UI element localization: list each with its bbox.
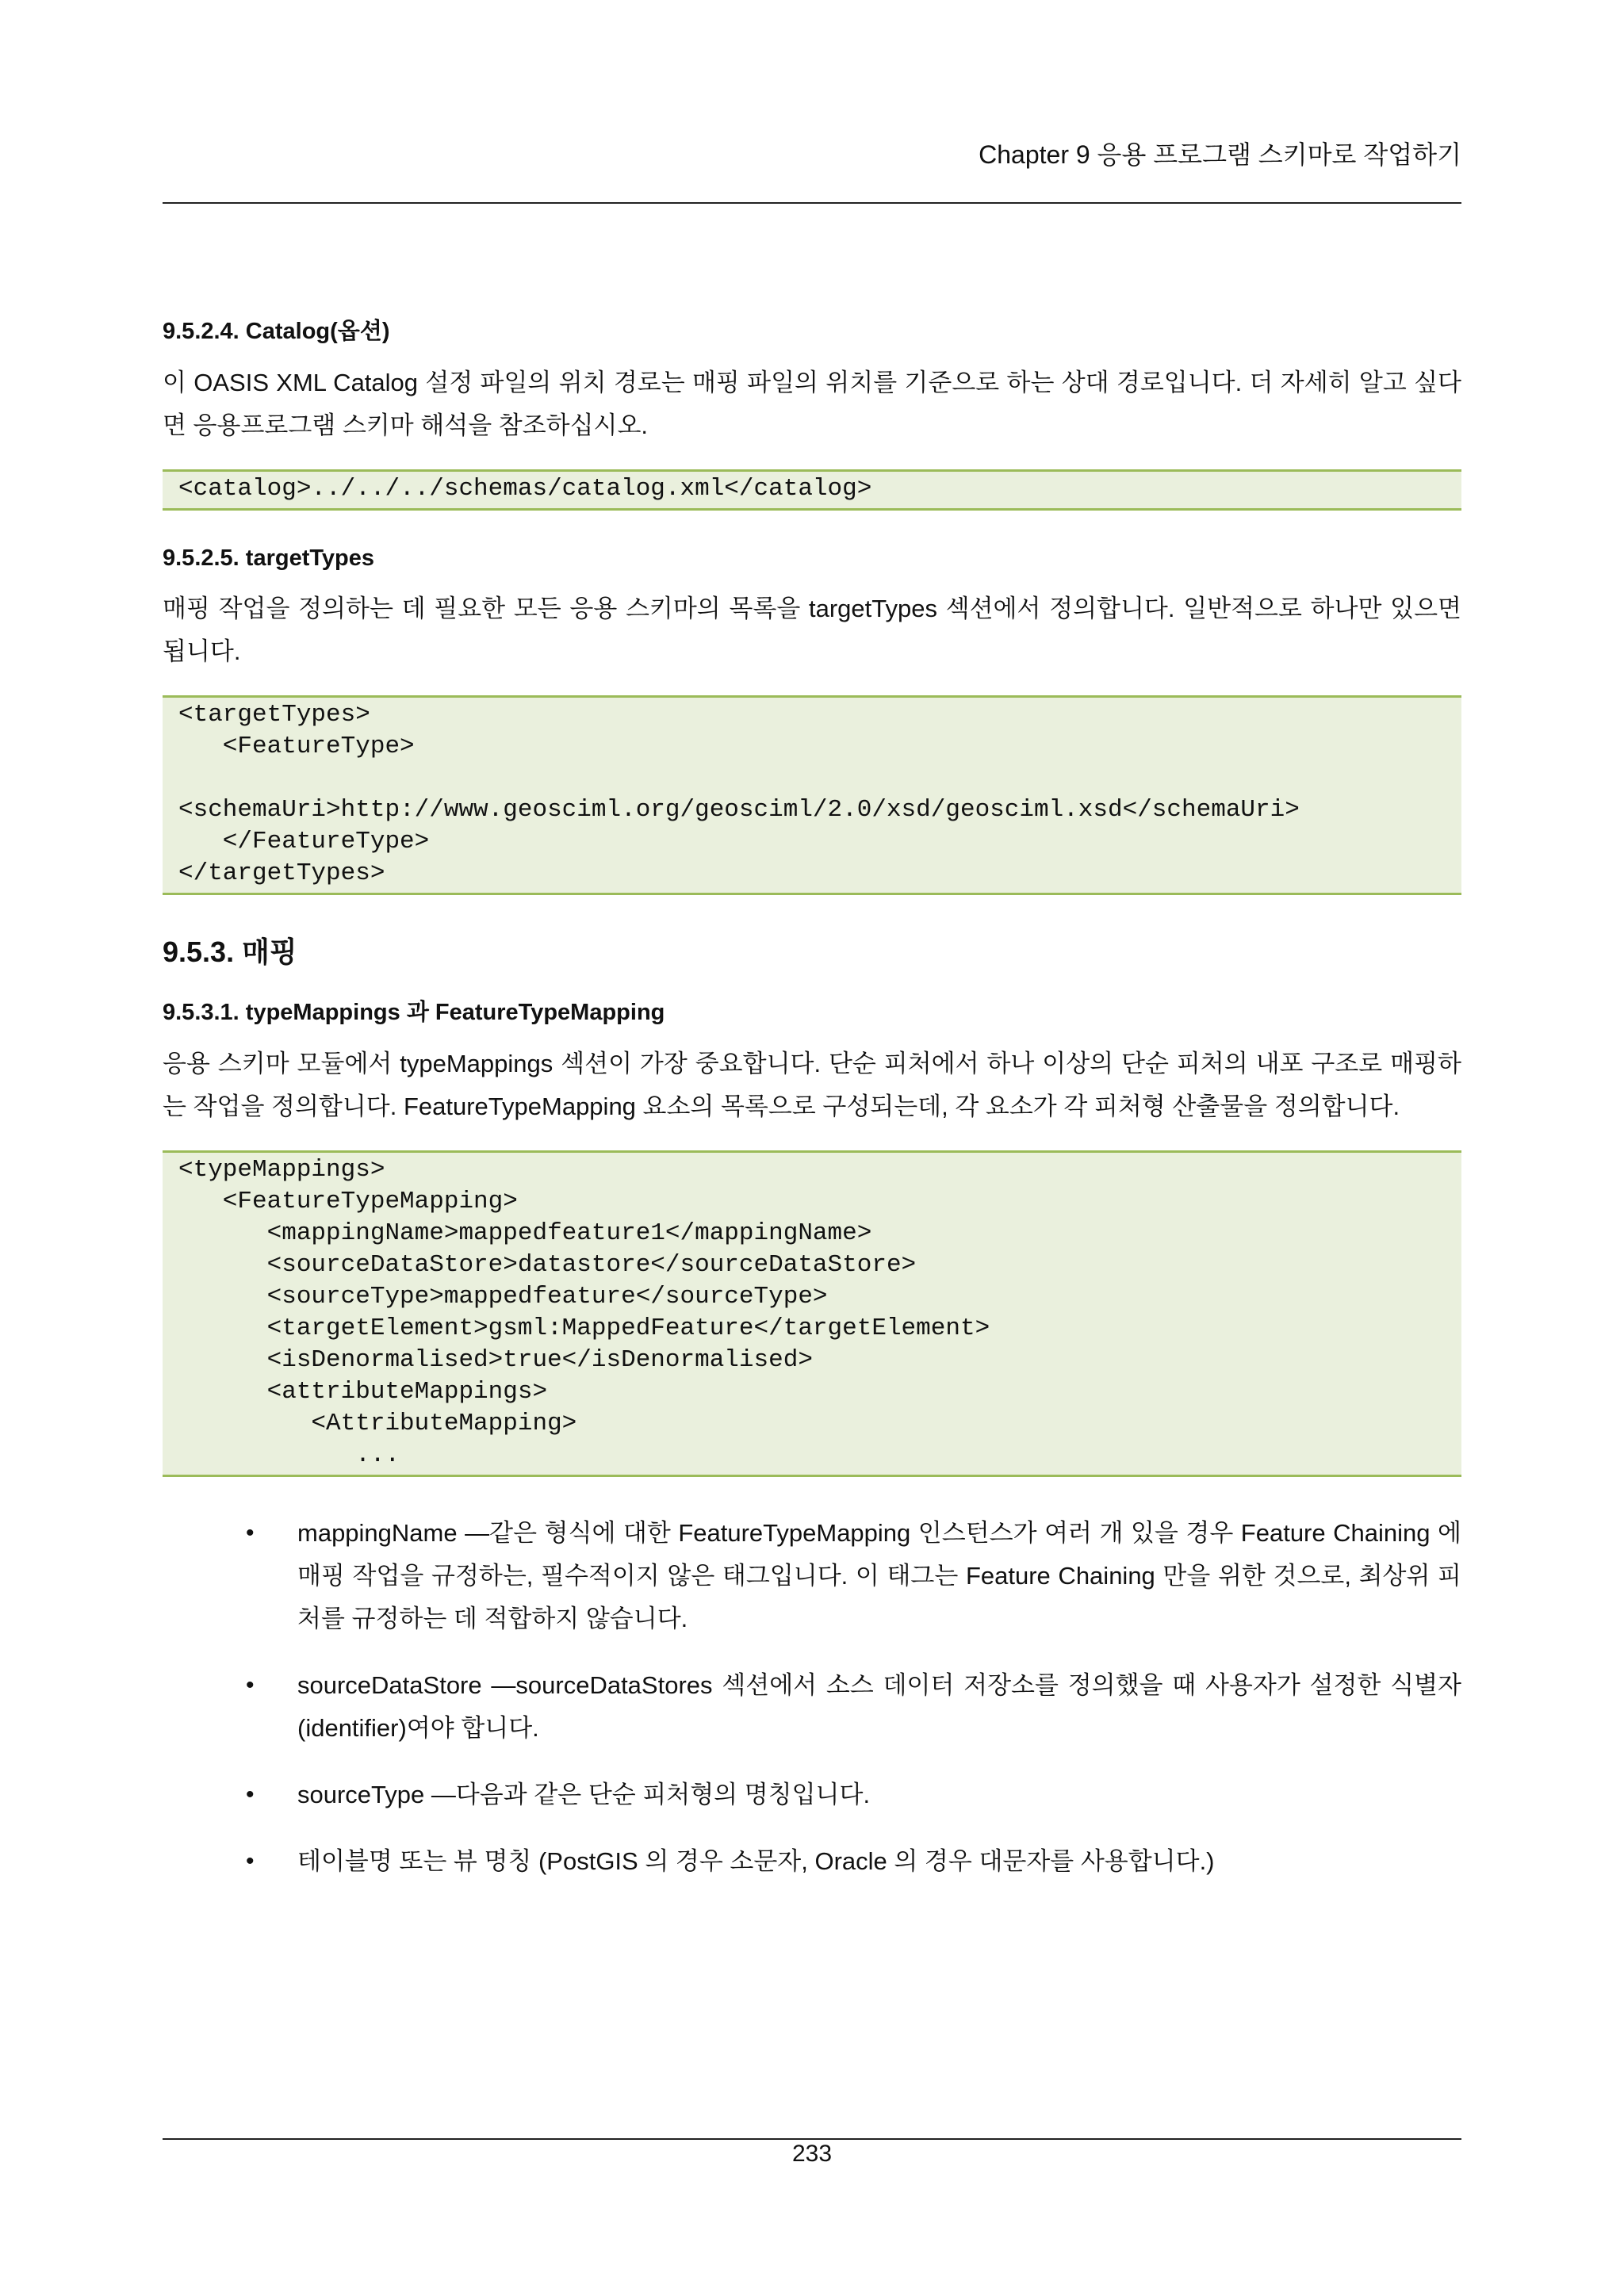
bullet-text: sourceDataStore —sourceDataStores 섹션에서 소스 데이터 저장소를 정의했을 때 사용자가 설정한 식별자(identifier)여야 합니다.: [297, 1671, 1461, 1742]
page-header: [163, 119, 1461, 204]
paragraph-targettypes: 매핑 작업을 정의하는 데 필요한 모든 응용 스키마의 목록을 targetTypes 섹션에서 정의합니다. 일반적으로 하나만 있으면 됩니다.: [163, 595, 1461, 665]
section-heading-targettypes: 9.5.2.5. targetTypes: [163, 545, 375, 571]
bullet-item-sourcedatastore: [163, 1664, 1461, 1750]
code-block-typemappings: <typeMappings> <FeatureTypeMapping> <mappingName>mappedfeature1</mappingName> <sourceDataStore>datastore</sourceDataStore> <sourceType>mappedfeature</sourceType> <targetElement>gsml:MappedFeature</targetElement> <isDenormalised>true</isDenormalised> <attributeMappings> <AttributeMapping> ...: [163, 1150, 1461, 1477]
bullet-dot: •: [246, 1520, 255, 1546]
paragraph-typemappings: 응용 스키마 모듈에서 typeMappings 섹션이 가장 중요합니다. 단순 피처에서 하나 이상의 단순 피처의 내포 구조로 매핑하는 작업을 정의합니다. FeatureTypeMapping 요소의 목록으로 구성되는데, 각 요소가 각 피처형 산출물을 정의합니다.: [163, 1050, 1461, 1120]
bullet-dot: •: [246, 1848, 255, 1874]
code-block-catalog: <catalog>../../../schemas/catalog.xml</catalog>: [163, 469, 1461, 511]
bullet-item-mappingname: [163, 1512, 1461, 1640]
bullet-item-table-name: [163, 1840, 1461, 1883]
bullet-text: 테이블명 또는 뷰 명칭 (PostGIS 의 경우 소문자, Oracle 의 경우 대문자를 사용합니다.): [297, 1847, 1215, 1875]
section-heading-typemappings: 9.5.3.1. typeMappings 과 FeatureTypeMapping: [163, 1000, 665, 1025]
chapter-title: Chapter 9 응용 프로그램 스키마로 작업하기: [979, 140, 1461, 169]
bullet-dot: •: [246, 1672, 255, 1698]
bullet-item-sourcetype: [163, 1774, 1461, 1816]
paragraph-catalog: 이 OASIS XML Catalog 설정 파일의 위치 경로는 매핑 파일의 위치를 기준으로 하는 상대 경로입니다. 더 자세히 알고 싶다면 응용프로그램 스키마 해석을 참조하십시오.: [163, 369, 1461, 439]
page-content: [163, 313, 1461, 1907]
bullet-dot: •: [246, 1781, 255, 1808]
footer-divider: [163, 2138, 1461, 2140]
bullet-text: sourceType —다음과 같은 단순 피처형의 명칭입니다.: [297, 1781, 871, 1808]
bullet-text: mappingName —같은 형식에 대한 FeatureTypeMapping 인스턴스가 여러 개 있을 경우 Feature Chaining 에 매핑 작업을 규정하는, 필수적이지 않은 태그입니다. 이 태그는 Feature Chaining 만을 위한 것으로, 최상위 피처를 규정하는 데 적합하지 않습니다.: [297, 1519, 1461, 1632]
code-block-targettypes: <targetTypes> <FeatureType> <schemaUri>http://www.geosciml.org/geosciml/2.0/xsd/geosciml.xsd</schemaUri> </FeatureType> </targetTypes>: [163, 695, 1461, 895]
page-number: 233: [791, 2141, 833, 2167]
section-heading-catalog: 9.5.2.4. Catalog(옵션): [163, 319, 390, 344]
section-heading-mapping: 9.5.3. 매핑: [163, 936, 297, 968]
bullet-list: [163, 1512, 1461, 1883]
